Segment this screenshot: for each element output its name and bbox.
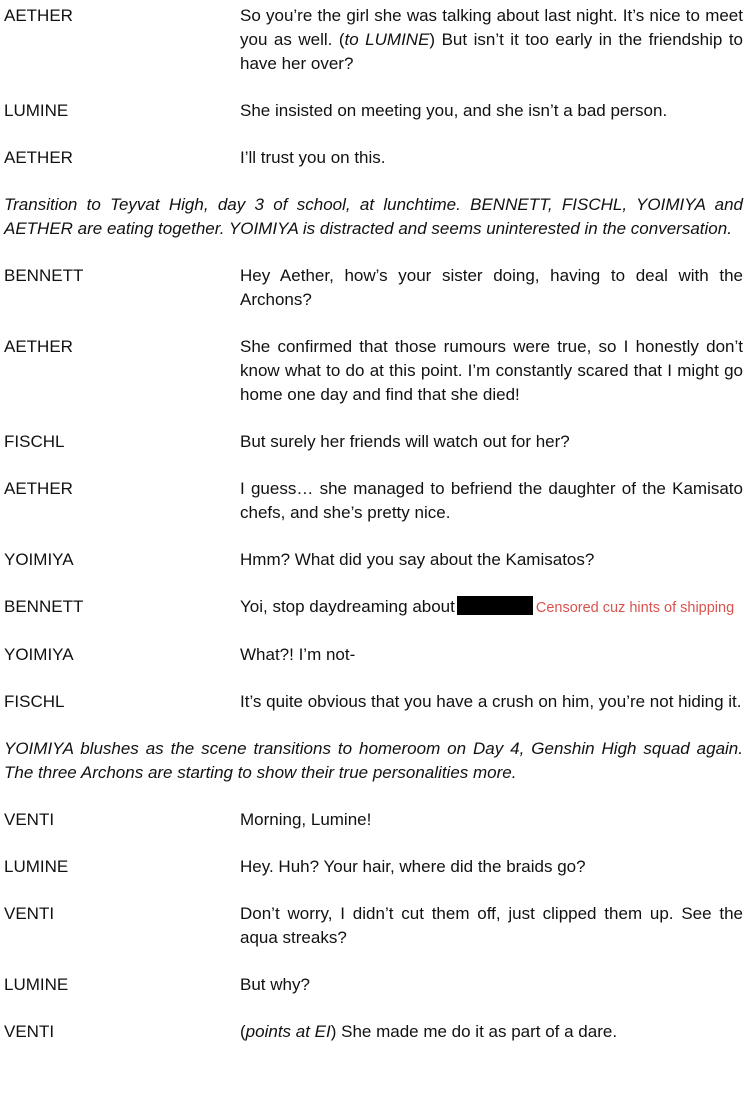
speaker-name: YOIMIYA (4, 645, 74, 664)
speaker-name: BENNETT (4, 266, 84, 285)
dialogue-text: Hey Aether, how’s your sister doing, having to deal with the Archons? (240, 266, 743, 309)
dialogue-text: Don’t worry, I didn’t cut them off, just clipped them up. See the aqua streaks? (240, 904, 743, 947)
dialogue-line (4, 902, 743, 950)
dialogue-text: She insisted on meeting you, and she isn’t a bad person. (240, 101, 668, 120)
dialogue-line (4, 855, 743, 879)
dialogue-segment: Yoi, stop daydreaming about (240, 597, 455, 616)
dialogue-text: But why? (240, 975, 310, 994)
dialogue-segment: So you’re the girl she was talking about last night. It’s nice to meet you as well. ( (240, 6, 743, 49)
speaker-name: FISCHL (4, 432, 65, 451)
speaker-name: LUMINE (4, 857, 69, 876)
dialogue-line (4, 99, 743, 123)
screenplay-document (4, 4, 743, 1067)
dialogue-text: Hey. Huh? Your hair, where did the braids go? (240, 857, 586, 876)
dialogue-text: But surely her friends will watch out for her? (240, 432, 570, 451)
dialogue-line (4, 808, 743, 832)
dialogue-line (4, 548, 743, 572)
speaker-name: AETHER (4, 337, 73, 356)
stage-aside: points at EI (245, 1022, 331, 1041)
dialogue-line (4, 690, 743, 714)
dialogue-text (240, 595, 743, 620)
dialogue-line (4, 430, 743, 454)
speaker-name: AETHER (4, 6, 73, 25)
dialogue-text (240, 4, 743, 76)
dialogue-line (4, 1020, 743, 1044)
dialogue-segment: ) But isn’t it too early in the friendship to have her over? (240, 30, 743, 73)
speaker-name: FISCHL (4, 692, 65, 711)
stage-aside: to LUMINE (344, 30, 430, 49)
speaker-name: LUMINE (4, 101, 69, 120)
speaker-name: LUMINE (4, 975, 69, 994)
speaker-name: YOIMIYA (4, 550, 74, 569)
dialogue-segment: ( (240, 1022, 246, 1041)
dialogue-segment: ) She made me do it as part of a dare. (330, 1022, 618, 1041)
dialogue-line (4, 973, 743, 997)
dialogue-text: It’s quite obvious that you have a crush on him, you’re not hiding it. (240, 692, 742, 711)
speaker-name: VENTI (4, 1022, 55, 1041)
stage-direction: YOIMIYA blushes as the scene transitions to homeroom on Day 4, Genshin High squad again. The three Archons are starting to show their true personalities more. (4, 739, 743, 782)
redaction-bar (457, 596, 533, 615)
speaker-name: AETHER (4, 148, 73, 167)
speaker-name: BENNETT (4, 597, 84, 616)
dialogue-line (4, 643, 743, 667)
stage-direction: Transition to Teyvat High, day 3 of school, at lunchtime. BENNETT, FISCHL, YOIMIYA and AETHER are eating together. YOIMIYA is distracted and seems uninterested in the conversation. (4, 195, 743, 238)
dialogue-line (4, 264, 743, 312)
dialogue-line (4, 595, 743, 620)
dialogue-line (4, 477, 743, 525)
speaker-name: VENTI (4, 810, 55, 829)
dialogue-text (240, 1020, 743, 1044)
speaker-name: VENTI (4, 904, 55, 923)
censor-note: Censored cuz hints of shipping (535, 600, 735, 616)
dialogue-text: She confirmed that those rumours were true, so I honestly don’t know what to do at this point. I’m constantly scared that I might go home one day and find that she died! (240, 337, 743, 404)
dialogue-text: Hmm? What did you say about the Kamisatos? (240, 550, 595, 569)
speaker-name: AETHER (4, 479, 73, 498)
dialogue-line (4, 146, 743, 170)
dialogue-text: I’ll trust you on this. (240, 148, 386, 167)
dialogue-text: What?! I’m not- (240, 645, 356, 664)
dialogue-line (4, 335, 743, 407)
dialogue-text: Morning, Lumine! (240, 810, 372, 829)
dialogue-line (4, 4, 743, 76)
dialogue-text: I guess… she managed to befriend the daughter of the Kamisato chefs, and she’s pretty nice. (240, 479, 743, 522)
